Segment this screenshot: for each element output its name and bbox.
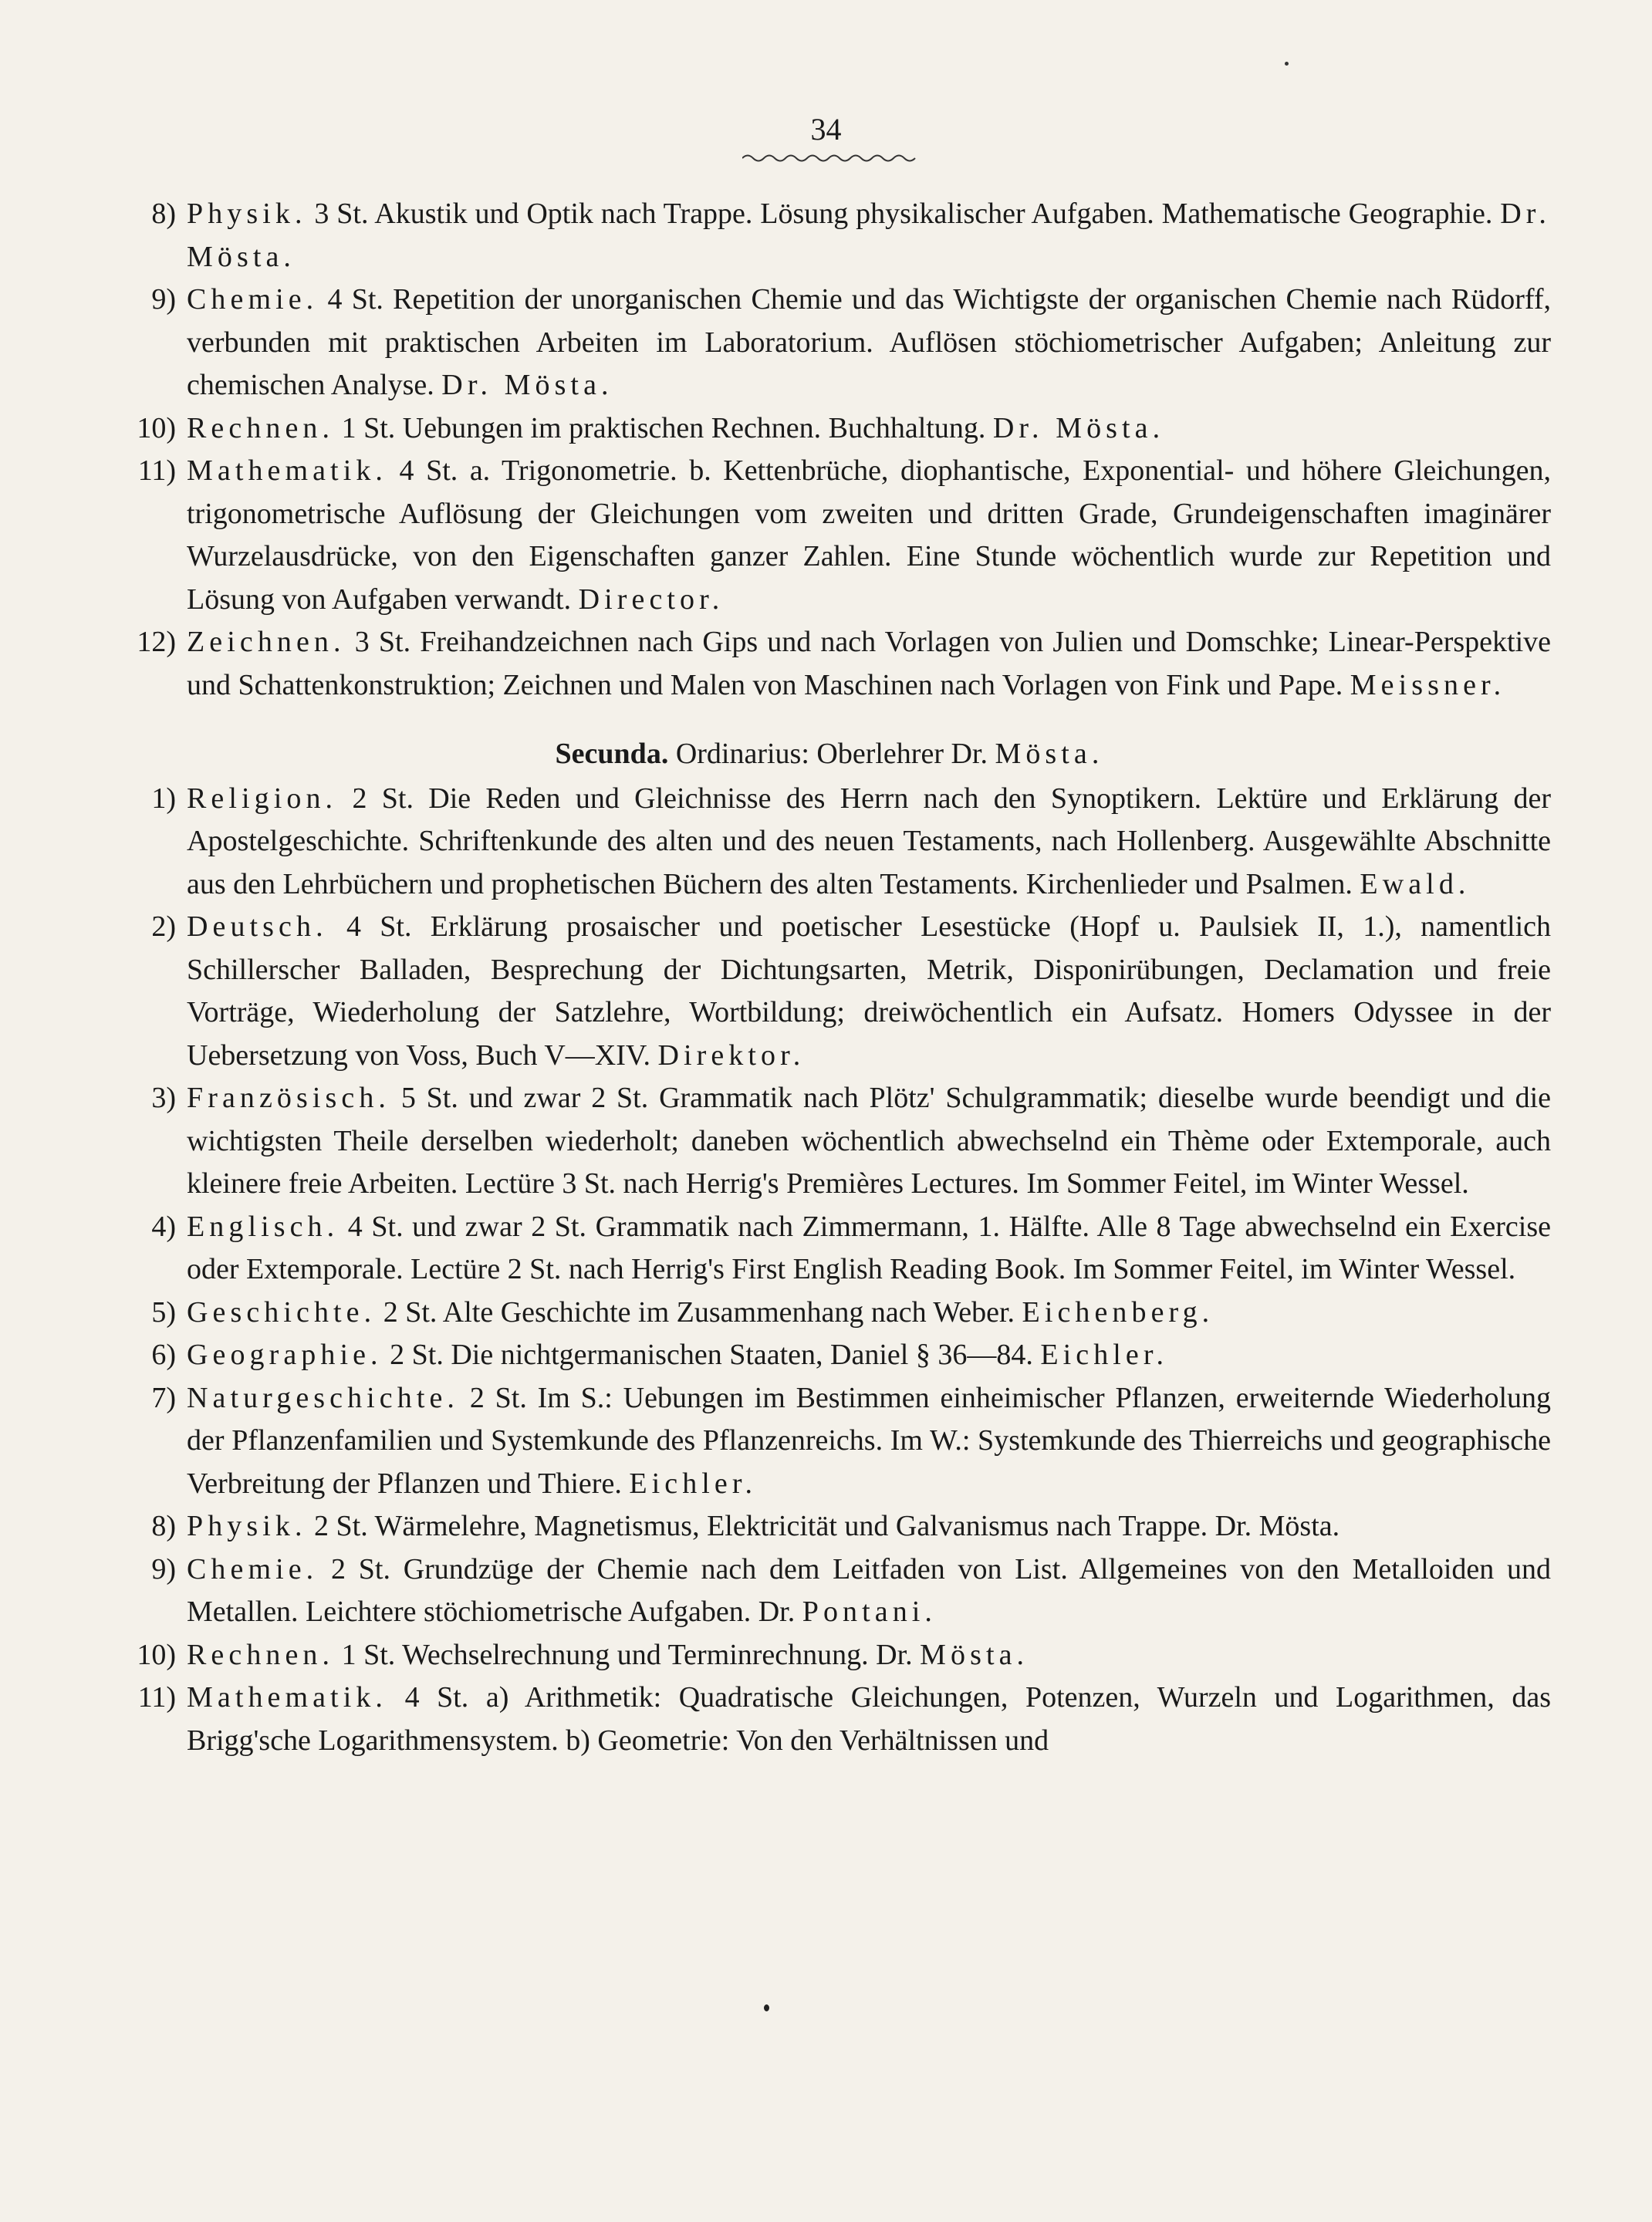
subject-description: 1 St. Wechselrechnung und Terminrechnung. Dr. (341, 1638, 913, 1671)
section-heading (108, 733, 1551, 776)
entry-number: 11) (137, 454, 176, 487)
teacher-name: Eichler. (1040, 1339, 1169, 1371)
subject-description: 4 St. Erklärung prosaischer und poetischer Lesestücke (Hopf u. Paulsiek II, 1.), namentlich Schillerscher Balladen, Besprechung der Dichtungsarten, Metrik, Disponirübungen, Declamation und freie Vorträge, Wiederholung der Satzlehre, Wortbildung; dreiwöchentlich ein Aufsatz. Homers Odyssee in der Uebersetzung von Voss, Buch V—XIV. (187, 910, 1551, 1072)
subject-name: Naturgeschichte. (187, 1381, 459, 1414)
teacher-name: Ewald. (1360, 867, 1471, 900)
subject-description: 2 St. Alte Geschichte im Zusammenhang nach Weber. (383, 1295, 1015, 1329)
wavy-ornament (742, 153, 917, 164)
subject-description: 4 St. a. Trigonometrie. b. Kettenbrüche, diophantische, Exponential- und höhere Gleichungen, trigonometrische Auflösung der Gleichungen vom zweiten und dritten Grade, Grundeigenschaften imaginärer Wurzelausdrücke, von den Eigenschaften ganzer Zahlen. Eine Stunde wöchentlich wurde zur Repetition und Lösung von Aufgaben verwandt. (187, 454, 1551, 616)
page-number: 34 (810, 112, 842, 147)
subject-name: Religion. (187, 782, 338, 815)
teacher-name: Pontani. (802, 1596, 937, 1628)
subject-entry (108, 450, 1551, 621)
subject-entry (108, 1505, 1551, 1548)
teacher-name: Eichenberg. (1022, 1295, 1215, 1329)
teacher-name: Dr. Mösta. (441, 369, 613, 401)
subject-description: 2 St. Wärmelehre, Magnetismus, Elektricität und Galvanismus nach Trappe. Dr. Mösta. (314, 1510, 1340, 1542)
entry-number: 8) (151, 198, 176, 230)
entry-number: 1) (151, 782, 176, 815)
teacher-name: Meissner. (1350, 668, 1506, 701)
subject-entry (108, 1206, 1551, 1292)
subject-name: Chemie. (187, 283, 319, 316)
subject-entry (108, 778, 1551, 907)
subject-entry (108, 906, 1551, 1077)
subject-description: 3 St. Freihandzeichnen nach Gips und nach Vorlagen von Julien und Domschke; Linear-Perspektive und Schattenkonstruktion; Zeichnen und Malen von Maschinen nach Vorlagen von Fink und Pape. (187, 626, 1552, 701)
subject-entry (108, 1634, 1551, 1677)
subject-name: Chemie. (187, 1552, 319, 1585)
entry-number: 12) (137, 626, 176, 658)
entry-number: 9) (151, 283, 176, 316)
entry-number: 6) (151, 1339, 176, 1371)
subject-entry (108, 1334, 1551, 1377)
subject-description: 5 St. und zwar 2 St. Grammatik nach Plötz' Schulgrammatik; dieselbe wurde beendigt und die wichtigsten Theile derselben wiederholt; daneben wöchentlich abwechselnd ein Thème oder Extemporale, auch kleinere freie Arbeiten. Lectüre 3 St. nach Herrig's Premières Lectures. Im Sommer Feitel, im Winter Wessel. (187, 1082, 1552, 1200)
subject-description: 3 St. Akustik und Optik nach Trappe. Lösung physikalischer Aufgaben. Mathematische Geographie. (314, 198, 1493, 230)
subject-description: 4 St. und zwar 2 St. Grammatik nach Zimmermann, 1. Hälfte. Alle 8 Tage abwechselnd ein Exercise oder Extemporale. Lectüre 2 St. nach Herrig's First English Reading Book. Im Sommer Feitel, im Winter Wessel. (187, 1210, 1551, 1285)
subject-description: 2 St. Die Reden und Gleichnisse des Herrn nach den Synoptikern. Lektüre und Erklärung der Apostelgeschichte. Schriftenkunde des alten und des neuen Testaments, nach Hollenberg. Ausgewählte Abschnitte aus den Lehrbüchern und prophetischen Büchern des alten Testaments. Kirchenlieder und Psalmen. (187, 782, 1552, 900)
entry-number: 11) (137, 1681, 176, 1714)
teacher-name: Eichler. (629, 1467, 758, 1500)
subject-name: Englisch. (187, 1210, 340, 1243)
subject-description: 4 St. a) Arithmetik: Quadratische Gleichungen, Potenzen, Wurzeln und Logarithmen, das Brigg'sche Logarithmensystem. b) Geometrie: Von den Verhältnissen und (187, 1681, 1551, 1757)
subject-entry (108, 1548, 1551, 1634)
subject-name: Physik. (187, 198, 307, 230)
teacher-name: Dr. Mösta. (187, 198, 1552, 273)
subject-name: Deutsch. (187, 910, 328, 943)
subject-description: 1 St. Uebungen im praktischen Rechnen. Buchhaltung. (341, 411, 986, 444)
speck-mark (1285, 62, 1289, 66)
teacher-name: Director. (578, 583, 725, 616)
subject-name: Rechnen. (187, 411, 335, 444)
page-content (108, 193, 1551, 1762)
entry-number: 3) (151, 1082, 176, 1114)
subject-name: Geographie. (187, 1339, 383, 1371)
entry-number: 10) (137, 1638, 176, 1671)
section-title: Secunda. (555, 738, 669, 770)
entry-number: 2) (151, 910, 176, 943)
subject-name: Physik. (187, 1510, 307, 1542)
subject-entry (108, 279, 1551, 407)
subject-name: Rechnen. (187, 1638, 335, 1671)
subject-entry (108, 1377, 1551, 1506)
subject-entry (108, 1077, 1551, 1206)
subject-name: Französisch. (187, 1082, 390, 1114)
subject-description: 2 St. Im S.: Uebungen im Bestimmen einheimischer Pflanzen, erweiternde Wiederholung der Pflanzenfamilien und Systemkunde des Pflanzenreichs. Im W.: Systemkunde des Thierreichs und geographische Verbreitung der Pflanzen und Thiere. (187, 1381, 1552, 1500)
subject-entry (108, 1677, 1551, 1762)
teacher-name: Mösta. (920, 1638, 1029, 1671)
subject-name: Geschichte. (187, 1295, 377, 1329)
ink-blot (764, 2004, 769, 2011)
subject-entry (108, 193, 1551, 279)
subject-description: 2 St. Die nichtgermanischen Staaten, Daniel § 36—84. (390, 1339, 1033, 1371)
ordinarius-name: Mösta. (995, 738, 1104, 770)
subject-name: Zeichnen. (187, 626, 346, 658)
subject-name: Mathematik. (187, 1681, 387, 1714)
entry-number: 5) (151, 1295, 176, 1329)
entry-number: 7) (151, 1381, 176, 1414)
upper-subject-list (108, 193, 1551, 707)
entry-number: 9) (151, 1552, 176, 1585)
subject-entry (108, 1292, 1551, 1335)
subject-description: 4 St. Repetition der unorganischen Chemie und das Wichtigste der organischen Chemie nach Rüdorff, verbunden mit praktischen Arbeiten im Laboratorium. Auflösen stöchiometrischer Aufgaben; Anleitung zur chemischen Analyse. (187, 283, 1551, 401)
subject-entry (108, 407, 1551, 451)
subject-description: 2 St. Grundzüge der Chemie nach dem Leitfaden von List. Allgemeines von den Metalloiden und Metallen. Leichtere stöchiometrische Aufgaben. Dr. (187, 1552, 1551, 1628)
teacher-name: Direktor. (657, 1038, 806, 1072)
subject-name: Mathematik. (187, 454, 387, 487)
teacher-name: Dr. Mösta. (992, 411, 1165, 444)
entry-number: 10) (137, 411, 176, 444)
ordinarius-label: Ordinarius: Oberlehrer Dr. (675, 738, 988, 770)
subject-entry (108, 621, 1551, 707)
lower-subject-list (108, 778, 1551, 1763)
entry-number: 4) (151, 1210, 176, 1243)
entry-number: 8) (151, 1510, 176, 1542)
